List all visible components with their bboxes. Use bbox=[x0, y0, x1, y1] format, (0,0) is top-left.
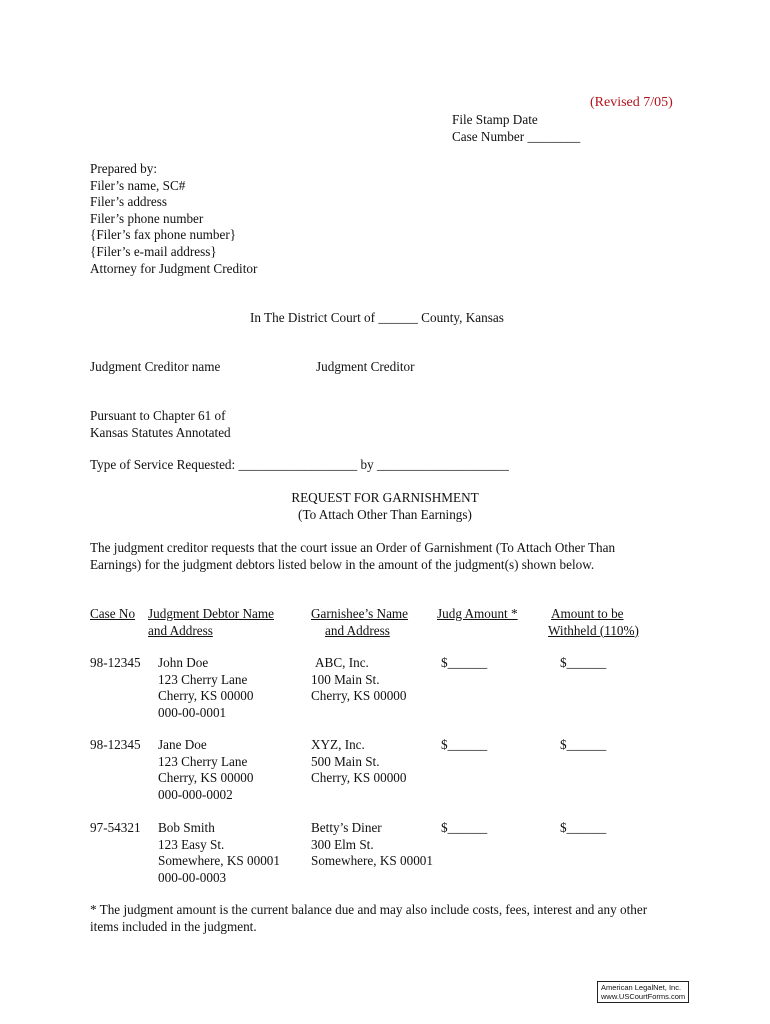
debtor-line: Cherry, KS 00000 bbox=[158, 688, 254, 704]
judgment-creditor-role: Judgment Creditor bbox=[316, 359, 415, 374]
request-title: REQUEST FOR GARNISHMENT bbox=[291, 490, 479, 505]
service-requested: Type of Service Requested: __________________ by ____________________ bbox=[90, 457, 509, 472]
debtor-line: 123 Cherry Lane bbox=[158, 671, 248, 687]
revised-date: (Revised 7/05) bbox=[590, 95, 673, 110]
garnishee-line: 100 Main St. bbox=[311, 671, 380, 687]
prepared-line: {Filer’s fax phone number} bbox=[90, 227, 237, 243]
debtor-line: 123 Cherry Lane bbox=[158, 753, 248, 769]
row-debtor bbox=[158, 820, 280, 886]
footer-branding bbox=[597, 981, 689, 1003]
row-debtor bbox=[158, 655, 253, 721]
header-withheld-line2: Withheld (110%) bbox=[548, 622, 639, 638]
prepared-by-block bbox=[90, 161, 257, 277]
file-stamp-date: File Stamp Date bbox=[452, 112, 538, 127]
debtor-line: 000-00-0001 bbox=[158, 704, 227, 720]
garnishee-line: ABC, Inc. bbox=[315, 655, 369, 670]
row-case-no: 97-54321 bbox=[90, 820, 141, 835]
case-number: Case Number ________ bbox=[452, 129, 581, 144]
debtor-line: Jane Doe bbox=[158, 737, 207, 752]
paragraph-line: Earnings) for the judgment debtors listed below in the amount of the judgment(s) shown below. bbox=[90, 556, 595, 572]
prepared-line: Filer’s name, SC# bbox=[90, 177, 186, 193]
row-judg-amount: $______ bbox=[441, 820, 488, 835]
request-subtitle: (To Attach Other Than Earnings) bbox=[298, 507, 472, 522]
debtor-line: 123 Easy St. bbox=[158, 836, 225, 852]
pursuant-line: Pursuant to Chapter 61 of bbox=[90, 408, 226, 423]
row-garnishee bbox=[311, 737, 406, 787]
row-judg-amount: $______ bbox=[441, 655, 488, 670]
prepared-line: Filer’s address bbox=[90, 194, 168, 210]
pursuant-line: Kansas Statutes Annotated bbox=[90, 424, 231, 440]
garnishee-line: Cherry, KS 00000 bbox=[311, 770, 407, 786]
row-judg-amount: $______ bbox=[441, 737, 488, 752]
header-case-no: Case No bbox=[90, 606, 136, 621]
prepared-line: Filer’s phone number bbox=[90, 210, 204, 226]
row-debtor bbox=[158, 737, 253, 803]
prepared-line: Prepared by: bbox=[90, 161, 158, 176]
header-judg-amount: Judg Amount * bbox=[437, 606, 518, 621]
debtor-line: John Doe bbox=[158, 655, 209, 670]
debtor-line: Cherry, KS 00000 bbox=[158, 770, 254, 786]
debtor-line: 000-00-0003 bbox=[158, 869, 227, 885]
row-case-no: 98-12345 bbox=[90, 655, 141, 670]
paragraph-line: The judgment creditor requests that the court issue an Order of Garnishment (To Attach Other Than bbox=[90, 540, 616, 555]
header-debtor-line2: and Address bbox=[148, 622, 213, 638]
footer-line: American LegalNet, Inc. bbox=[601, 983, 682, 992]
debtor-line: 000-000-0002 bbox=[158, 786, 233, 802]
header-garnishee bbox=[311, 606, 408, 639]
row-withheld: $______ bbox=[560, 820, 607, 835]
court-title: In The District Court of ______ County, Kansas bbox=[250, 310, 504, 325]
row-garnishee bbox=[311, 820, 433, 870]
footnote bbox=[90, 902, 647, 935]
request-paragraph bbox=[90, 540, 615, 573]
header-garnishee-line2: and Address bbox=[325, 622, 390, 638]
row-case-no: 98-12345 bbox=[90, 737, 141, 752]
header-debtor bbox=[148, 606, 274, 639]
row-withheld: $______ bbox=[560, 737, 607, 752]
prepared-line: Attorney for Judgment Creditor bbox=[90, 260, 258, 276]
prepared-line: {Filer’s e-mail address} bbox=[90, 243, 217, 259]
row-withheld: $______ bbox=[560, 655, 607, 670]
header-garnishee-line1: Garnishee’s Name bbox=[311, 606, 409, 621]
debtor-line: Bob Smith bbox=[158, 820, 215, 835]
garnishee-line: Betty’s Diner bbox=[311, 820, 382, 835]
header-withheld bbox=[548, 606, 639, 639]
footer-line: www.USCourtForms.com bbox=[601, 992, 686, 1001]
garnishee-line: Cherry, KS 00000 bbox=[311, 688, 407, 704]
debtor-line: Somewhere, KS 00001 bbox=[158, 853, 280, 869]
garnishee-line: 500 Main St. bbox=[311, 753, 380, 769]
footnote-line: items included in the judgment. bbox=[90, 918, 257, 934]
header-withheld-line1: Amount to be bbox=[551, 606, 624, 621]
row-garnishee bbox=[311, 655, 406, 705]
pursuant-block bbox=[90, 408, 231, 441]
judgment-creditor-name: Judgment Creditor name bbox=[90, 359, 221, 374]
footnote-line: * The judgment amount is the current balance due and may also include costs, fees, interest and any other bbox=[90, 902, 648, 917]
header-debtor-line1: Judgment Debtor Name bbox=[148, 606, 274, 621]
garnishee-line: XYZ, Inc. bbox=[311, 737, 365, 752]
garnishee-line: 300 Elm St. bbox=[311, 836, 374, 852]
garnishee-line: Somewhere, KS 00001 bbox=[311, 853, 433, 869]
